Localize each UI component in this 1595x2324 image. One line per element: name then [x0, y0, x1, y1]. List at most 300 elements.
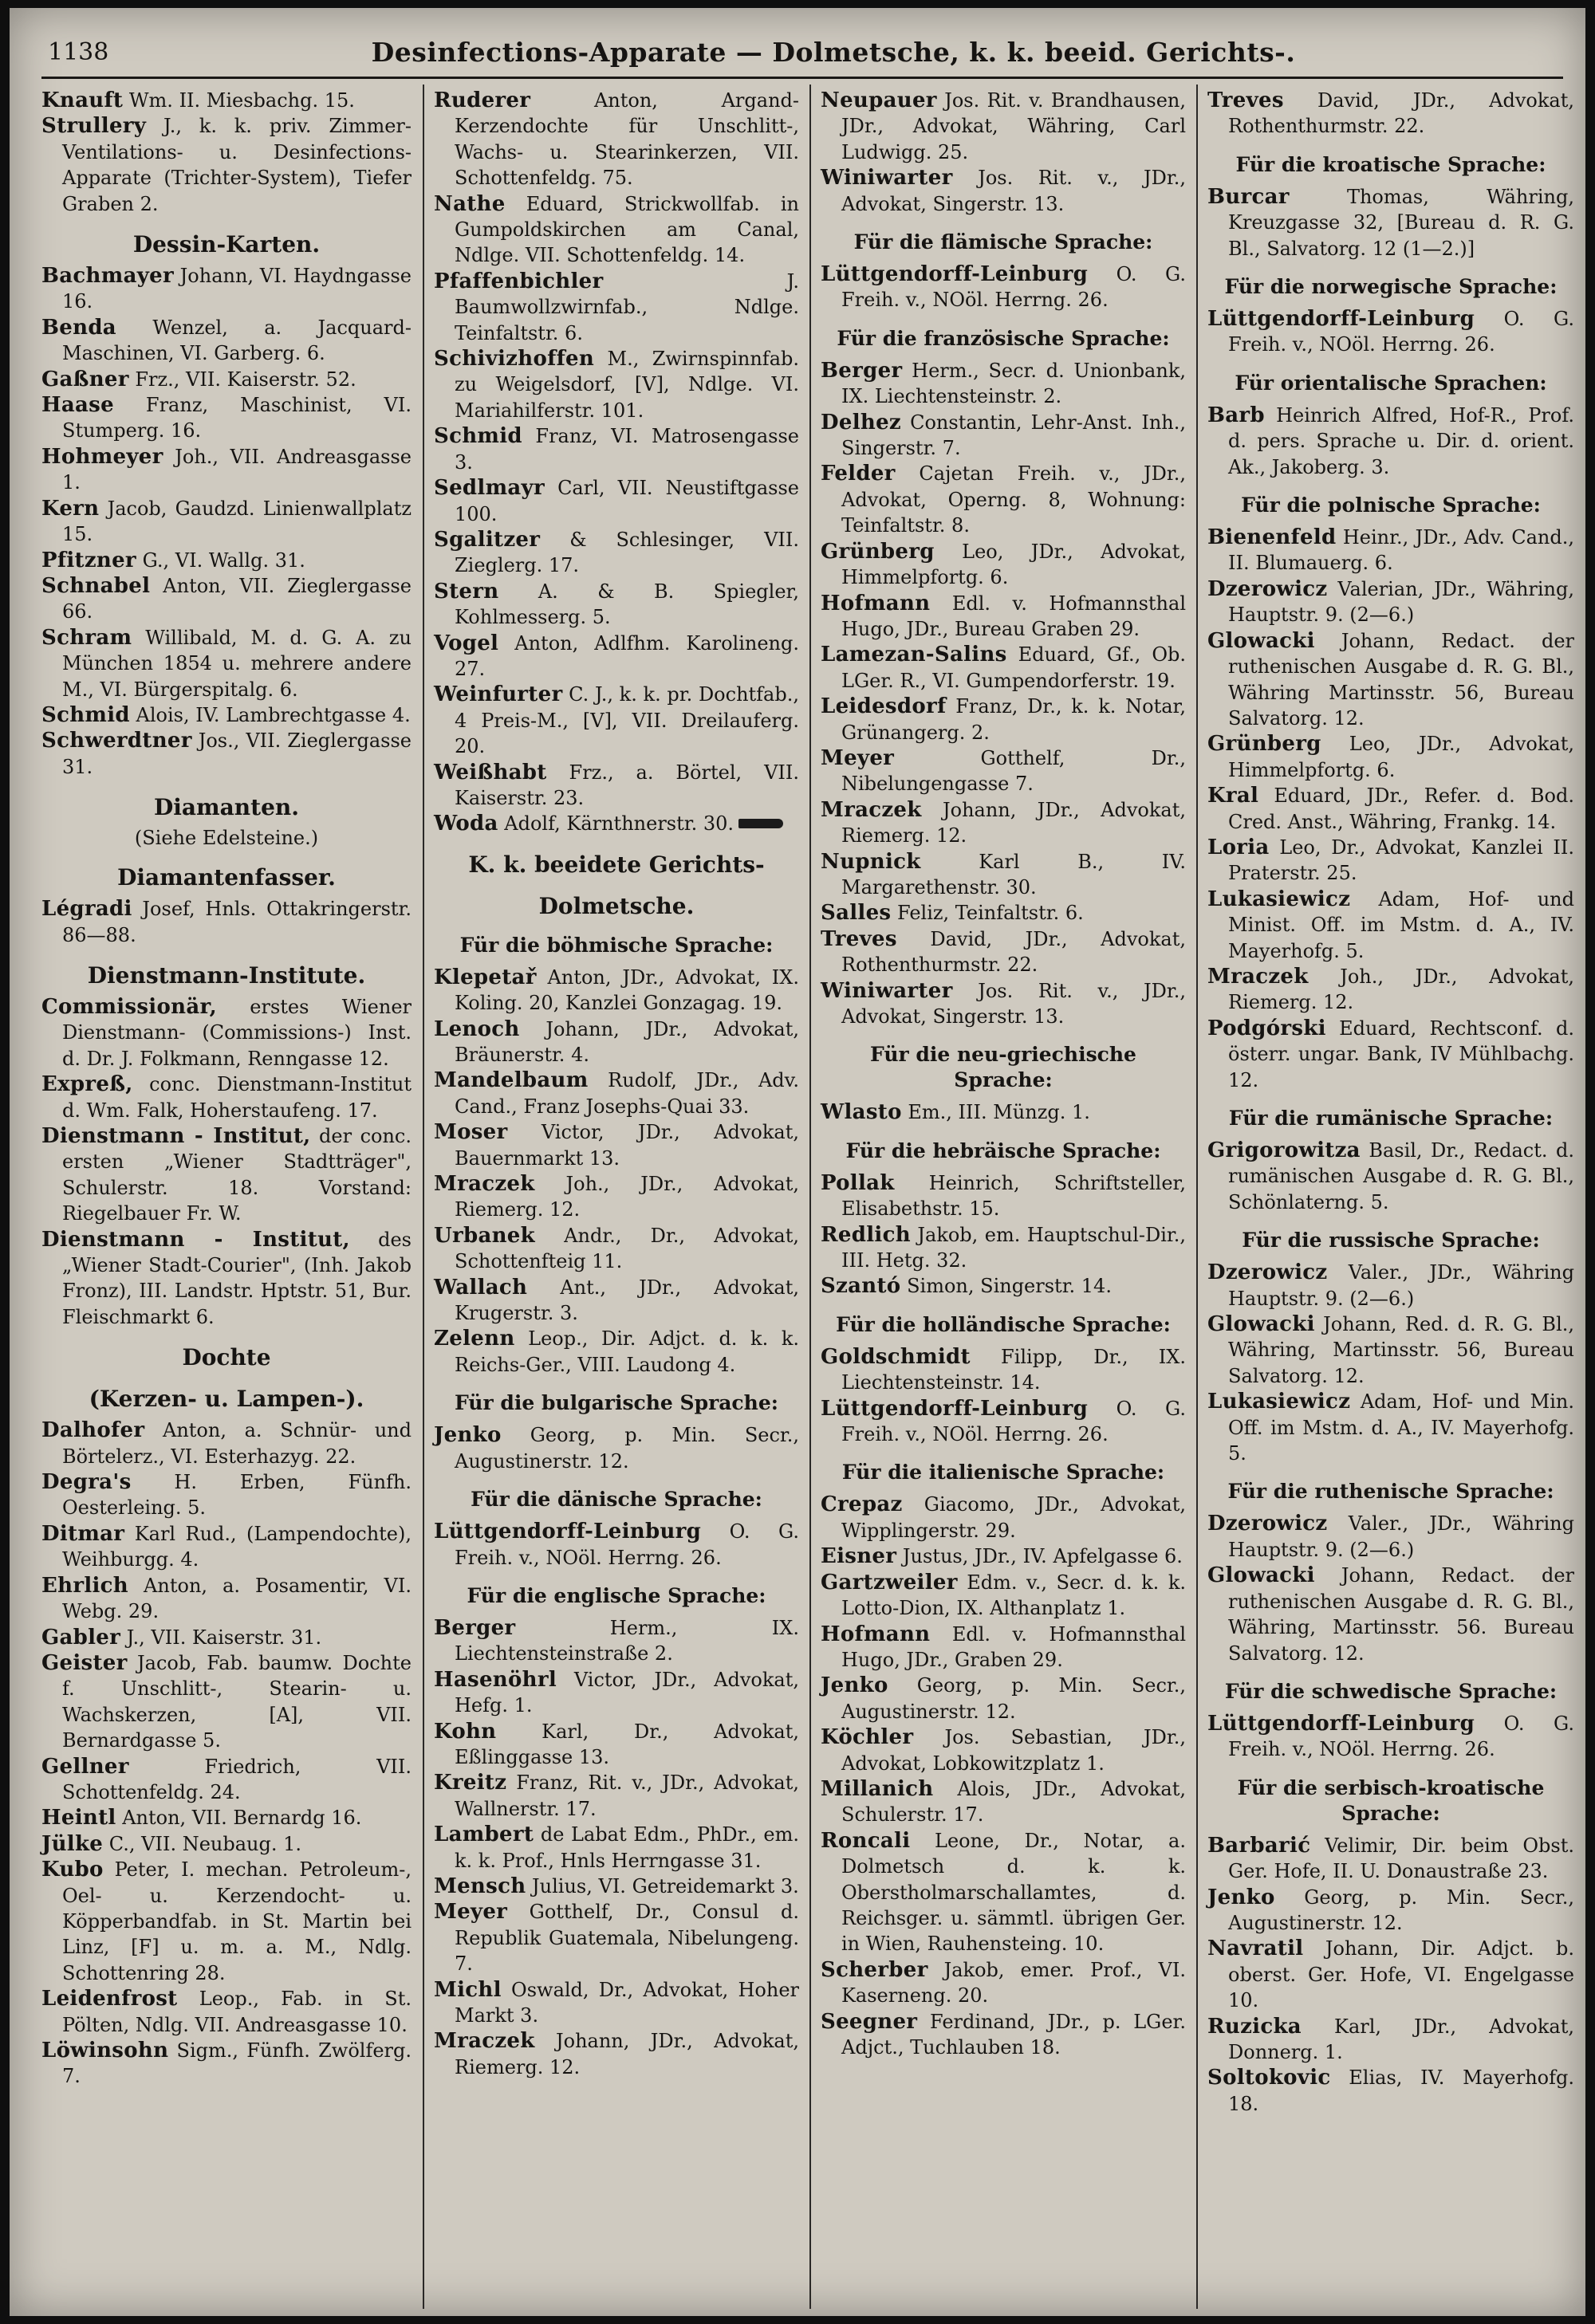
directory-entry	[821, 358, 1186, 410]
entry-name: Weinfurter	[434, 682, 563, 707]
entry-name: Pfitzner	[41, 548, 136, 572]
entry-details: O. G. Freih. v., NOöl. Herrng. 26.	[455, 1520, 799, 1569]
entry-details: Anton, a. Posamentir, VI. Webg. 29.	[62, 1574, 412, 1623]
entry-name: Treves	[1207, 88, 1284, 112]
entry-name: Lenoch	[434, 1017, 520, 1041]
entry-details: Em., III. Münzg. 1.	[901, 1101, 1090, 1124]
directory-entry	[434, 1068, 799, 1119]
entry-details: Josef, Hnls. Ottakringerstr. 86—88.	[62, 898, 412, 946]
entry-name: Dalhofer	[41, 1418, 145, 1443]
directory-entry	[41, 1831, 412, 1857]
entry-name: Navratil	[1207, 1937, 1304, 1961]
language-heading: Für die russische Sprache:	[1242, 1229, 1540, 1252]
entry-details: Johann, JDr., Advokat, Riemerg. 12.	[455, 2030, 799, 2078]
entry-name: Benda	[41, 315, 116, 340]
entry-name: Dienstmann - Institut,	[41, 1124, 311, 1148]
entry-name: Glowacki	[1207, 1563, 1315, 1588]
language-heading: Für die serbisch-kroatische Sprache:	[1237, 1775, 1545, 1825]
directory-entry	[1207, 1260, 1574, 1311]
entry-details: Jacob, Gaudzd. Linienwallplatz 15.	[62, 497, 412, 546]
entry-name: Hasenöhrl	[434, 1667, 557, 1692]
entry-name: Berger	[434, 1615, 516, 1640]
entry-name: Grünberg	[821, 539, 935, 564]
directory-entry	[434, 1667, 799, 1719]
entry-name: Vogel	[434, 631, 499, 655]
directory-entry	[821, 745, 1186, 797]
entry-details: Johann, JDr., Advokat, Riemerg. 12.	[841, 798, 1186, 847]
language-heading: Für orientalische Sprachen:	[1235, 371, 1547, 395]
language-heading: Für die polnische Sprache:	[1241, 494, 1541, 517]
entry-name: Treves	[821, 926, 897, 951]
entry-details: Basil, Dr., Redact. d. rumänischen Ausgabe d. R. G. Bl., Schönlaterng. 5.	[1228, 1139, 1574, 1213]
entry-name: Mraczek	[821, 797, 922, 822]
entry-details: Feliz, Teinfaltstr. 6.	[891, 902, 1084, 925]
directory-entry	[1207, 88, 1574, 140]
page-header	[10, 8, 1585, 70]
directory-entry	[821, 1099, 1186, 1125]
entry-name: Moser	[434, 1120, 508, 1145]
entry-name: Dzerowicz	[1207, 1260, 1328, 1285]
entry-name: Redlich	[821, 1222, 911, 1247]
entry-details: Franz, VI. Matrosengasse 3.	[455, 425, 799, 474]
column-3	[811, 85, 1194, 2309]
header-rule	[41, 77, 1563, 79]
directory-entry	[434, 1822, 799, 1874]
language-heading: Für die ruthenische Sprache:	[1227, 1480, 1554, 1504]
directory-entry	[821, 1492, 1186, 1543]
entry-name: Barbarić	[1207, 1833, 1311, 1858]
entry-details: Joh., VII. Andreasgasse 1.	[62, 445, 412, 494]
directory-entry	[434, 191, 799, 269]
directory-entry	[434, 965, 799, 1017]
entry-details: Johann, JDr., Advokat, Bräunerstr. 4.	[455, 1017, 799, 1066]
entry-details: de Labat Edm., PhDr., em. k. k. Prof., Hnls Herrngasse 31.	[455, 1823, 799, 1872]
directory-entry	[434, 760, 799, 812]
entry-name: Urbanek	[434, 1223, 535, 1248]
entry-name: Weißhabt	[434, 760, 547, 784]
directory-entry	[821, 2009, 1186, 2061]
entry-details: Jakob, emer. Prof., VI. Kaserneng. 20.	[841, 1958, 1186, 2007]
entry-details: Ferdinand, JDr., p. LGer. Adjct., Tuchlauben 18.	[841, 2010, 1186, 2059]
directory-entry	[1207, 184, 1574, 261]
entry-name: Nupnick	[821, 849, 921, 874]
entry-details: Jacob, Fab. baumw. Dochte f. Unschlitt-, Stearin- u. Wachskerzen, [A], VII. Bernardgasse 5.	[62, 1651, 412, 1752]
entry-details: Valer., JDr., Währing Hauptstr. 9. (2—6.)	[1228, 1512, 1574, 1561]
entry-details: Jos., VII. Zieglergasse 31.	[62, 729, 412, 778]
entry-details: Leo, JDr., Advokat, Himmelpfortg. 6.	[1228, 733, 1574, 781]
entry-details: Justus, JDr., IV. Apfelgasse 6.	[896, 1545, 1183, 1568]
directory-entry	[434, 88, 799, 191]
directory-entry	[1207, 628, 1574, 732]
entry-details: Johann, Red. d. R. G. Bl., Währing, Martinsstr. 56, Bureau Salvatorg. 12.	[1228, 1313, 1574, 1387]
directory-entry	[434, 1977, 799, 2029]
language-heading: Für die holländische Sprache:	[836, 1312, 1171, 1336]
directory-entry	[1207, 1016, 1574, 1093]
entry-details: Eduard, Rechtsconf. d. österr. ungar. Bank, IV Mühlbachg. 12.	[1228, 1017, 1574, 1091]
directory-entry	[434, 1422, 799, 1474]
column-4	[1198, 85, 1582, 2309]
language-heading: Für die französische Sprache:	[837, 326, 1170, 350]
directory-entry	[41, 1521, 412, 1573]
directory-entry	[434, 475, 799, 527]
entry-details: Julius, VI. Getreidemarkt 3.	[526, 1874, 799, 1897]
directory-entry	[41, 896, 412, 948]
directory-entry	[41, 1227, 412, 1331]
entry-name: Kubo	[41, 1858, 104, 1882]
directory-entry	[821, 539, 1186, 591]
directory-entry	[41, 392, 412, 444]
entry-name: Lüttgendorff-Leinburg	[821, 262, 1089, 287]
directory-entry	[821, 1273, 1186, 1299]
entry-details: Sigm., Fünfh. Zwölferg. 7.	[62, 2039, 412, 2088]
entry-name: Millanich	[821, 1776, 934, 1801]
entry-details: Anton, VII. Bernardg 16.	[116, 1807, 362, 1830]
entry-name: Lukasiewicz	[1207, 1390, 1351, 1414]
directory-entry	[41, 573, 412, 625]
entry-details: Thomas, Währing, Kreuzgasse 32, [Bureau d. R. G. Bl., Salvatorg. 12 (1—2.)]	[1228, 185, 1574, 260]
entry-details: Frz., VII. Kaiserstr. 52.	[128, 368, 356, 391]
entry-name: Knauft	[41, 88, 124, 112]
entry-name: Schnabel	[41, 573, 151, 598]
entry-name: Gartzweiler	[821, 1570, 958, 1595]
entry-details: Andr., Dr., Advokat, Schottenfteig 11.	[455, 1224, 799, 1273]
entry-details: Georg, p. Min. Secr., Augustinerstr. 12.	[841, 1674, 1186, 1723]
entry-details: Peter, I. mechan. Petroleum-, Oel- u. Kerzendocht- u. Köpperbandfab. in St. Martin bei Linz, [F] u. m. a. M., Ndlg. Schottenring 28.	[62, 1858, 412, 1984]
entry-name: Soltokovic	[1207, 2066, 1331, 2090]
directory-entry	[41, 994, 412, 1072]
directory-entry	[41, 88, 412, 113]
directory-entry	[821, 1170, 1186, 1222]
language-heading: Für die böhmische Sprache:	[459, 933, 774, 957]
entry-details: Carl, VII. Neustiftgasse 100.	[455, 477, 799, 525]
entry-details: des „Wiener Stadt-Courier", (Inh. Jakob Fronz), III. Landstr. Hptstr. 51, Bur. Fleischmarkt 6.	[62, 1228, 412, 1328]
language-heading: Für die englische Sprache:	[467, 1583, 766, 1607]
entry-details: Jos. Rit. v. Brandhausen, JDr., Advokat, Währing, Carl Ludwigg. 25.	[841, 89, 1186, 163]
entry-details: Adam, Hof- und Minist. Off. im Mstm. d. A., IV. Mayerhofg. 5.	[1228, 887, 1574, 962]
entry-name: Degra's	[41, 1470, 132, 1495]
entry-name: Lambert	[434, 1823, 534, 1847]
directory-entry	[41, 548, 412, 573]
language-heading: Für die hebräische Sprache:	[845, 1138, 1161, 1162]
language-heading: Für die norwegische Sprache:	[1224, 275, 1558, 299]
entry-name: Heintl	[41, 1806, 116, 1830]
entry-details: O. G. Freih. v., NOöl. Herrng. 26.	[841, 1397, 1186, 1446]
entry-name: Dzerowicz	[1207, 576, 1328, 601]
entry-details: Filipp, Dr., IX. Liechtensteinstr. 14.	[841, 1345, 1186, 1394]
entry-name: Seegner	[821, 2009, 918, 2034]
directory-entry	[821, 1673, 1186, 1724]
directory-entry	[434, 1275, 799, 1327]
entry-details: J., VII. Kaiserstr. 31.	[120, 1626, 322, 1649]
entry-details: Anton, a. Schnür- und Börtelerz., VI. Esterhazyg. 22.	[62, 1419, 412, 1468]
entry-name: Dienstmann - Institut,	[41, 1227, 350, 1252]
entry-details: O. G. Freih. v., NOöl. Herrng. 26.	[1228, 1712, 1574, 1761]
entry-name: Ruzicka	[1207, 2014, 1302, 2039]
entry-name: Meyer	[821, 745, 895, 770]
entry-name: Schmid	[41, 702, 130, 727]
entry-details: Oswald, Dr., Advokat, Hoher Markt 3.	[455, 1978, 799, 2027]
entry-details: Willibald, M. d. G. A. zu München 1854 u. mehrere andere M., VI. Bürgerspitalg. 6.	[62, 626, 412, 701]
directory-entry	[821, 1222, 1186, 1274]
entry-details: Jos. Rit. v., JDr., Advokat, Singerstr. 13.	[841, 167, 1186, 215]
entry-details: Franz, Maschinist, VI. Stumperg. 16.	[62, 394, 412, 442]
directory-entry	[821, 926, 1186, 978]
entry-name: Bachmayer	[41, 264, 174, 289]
directory-entry	[821, 1570, 1186, 1622]
entry-name: Jenko	[434, 1423, 502, 1448]
directory-entry	[821, 165, 1186, 217]
directory-entry	[1207, 1311, 1574, 1389]
entry-name: Delhez	[821, 410, 901, 435]
entry-name: Pfaffenbichler	[434, 269, 604, 293]
entry-name: Schivizhoffen	[434, 347, 595, 372]
directory-entry	[821, 900, 1186, 926]
directory-entry	[1207, 731, 1574, 783]
directory-entry	[41, 1986, 412, 2038]
entry-details: Franz, Dr., k. k. Notar, Grünangerg. 2.	[841, 695, 1186, 744]
directory-entry	[434, 269, 799, 346]
directory-entry	[821, 1543, 1186, 1569]
entry-details: Jos. Sebastian, JDr., Advokat, Lobkowitzplatz 1.	[841, 1726, 1186, 1775]
language-heading: Für die schwedische Sprache:	[1224, 1679, 1558, 1703]
entry-details: Leo, JDr., Advokat, Himmelpfortg. 6.	[841, 540, 1186, 589]
directory-entry	[434, 1171, 799, 1223]
entry-details: Valer., JDr., Währing Hauptstr. 9. (2—6.)	[1228, 1261, 1574, 1310]
directory-entry	[1207, 1833, 1574, 1885]
entry-details: Jos. Rit. v., JDr., Advokat, Singerstr. 13.	[841, 979, 1186, 1028]
entry-details: conc. Dienstmann-Institut d. Wm. Falk, Hoherstaufeng. 17.	[62, 1073, 412, 1122]
entry-name: Salles	[821, 901, 892, 926]
entry-name: Gaßner	[41, 367, 129, 391]
language-heading: Für die neu-griechische Sprache:	[870, 1043, 1136, 1092]
language-heading: Für die kroatische Sprache:	[1235, 152, 1546, 176]
entry-name: Mensch	[434, 1874, 526, 1898]
entry-name: Barb	[1207, 403, 1265, 427]
directory-entry	[434, 423, 799, 475]
entry-name: Dzerowicz	[1207, 1512, 1328, 1536]
entry-name: Loria	[1207, 835, 1270, 859]
directory-entry	[1207, 1711, 1574, 1763]
entry-details: Victor, JDr., Advokat, Bauernmarkt 13.	[455, 1121, 799, 1170]
entry-name: Ruderer	[434, 88, 531, 112]
entry-details: Valerian, JDr., Währing, Hauptstr. 9. (2—6.)	[1228, 577, 1574, 627]
entry-details: O. G. Freih. v., NOöl. Herrng. 26.	[1228, 308, 1574, 356]
entry-name: Klepetař	[434, 965, 537, 989]
directory-entry	[821, 591, 1186, 643]
directory-entry	[41, 1754, 412, 1806]
entry-details: Frz., a. Börtel, VII. Kaiserstr. 23.	[455, 761, 799, 809]
entry-name: Sedlmayr	[434, 476, 545, 501]
entry-name: Kern	[41, 496, 100, 521]
page-number: 1138	[48, 38, 109, 66]
cross-reference: (Siehe Edelsteine.)	[134, 827, 319, 850]
entry-details: O. G. Freih. v., NOöl. Herrng. 26.	[841, 263, 1186, 312]
directory-entry	[1207, 835, 1574, 887]
entry-name: Roncali	[821, 1828, 911, 1853]
pointing-hand-icon	[738, 819, 783, 828]
entry-name: Lüttgendorff-Leinburg	[821, 1396, 1089, 1421]
entry-details: Jakob, em. Hauptschul-Dir., III. Hetg. 32.	[841, 1223, 1186, 1272]
entry-details: Johann, Redact. der ruthenischen Ausgabe d. R. G. Bl., Währing Martinsstr. 56, Bureau Salvatorg. 12.	[1228, 629, 1574, 729]
directory-entry	[1207, 783, 1574, 835]
directory-page	[10, 8, 1585, 2316]
entry-details: Johann, Dir. Adjct. b. oberst. Ger. Hofe, VI. Engelgasse 10.	[1228, 1937, 1574, 2012]
entry-details: David, JDr., Advokat, Rothenthurmstr. 22.	[1228, 89, 1574, 138]
entry-details: Rudolf, JDr., Adv. Cand., Franz Josephs-Quai 33.	[455, 1069, 799, 1118]
entry-name: Schmid	[434, 424, 522, 449]
entry-details: Edl. v. Hofmannsthal Hugo, JDr., Graben 29.	[841, 1622, 1186, 1671]
directory-entry	[434, 1899, 799, 1976]
entry-details: J. Baumwollzwirnfab., Ndlge. Teinfaltstr. 6.	[455, 269, 799, 344]
entry-details: Johann, VI. Haydngasse 16.	[62, 265, 412, 313]
entry-name: Bienenfeld	[1207, 525, 1337, 550]
entry-details: Friedrich, VII. Schottenfeldg. 24.	[62, 1755, 412, 1803]
entry-details: Leop., Fab. in St. Pölten, Ndlg. VII. Andreasgasse 10.	[62, 1988, 412, 2036]
entry-details: Johann, Redact. der ruthenischen Ausgabe d. R. G. Bl., Währing, Martinsstr. 56. Bureau Salvatorg. 12.	[1228, 1564, 1574, 1665]
entry-details: C., VII. Neubaug. 1.	[103, 1832, 302, 1855]
entry-name: Lüttgendorff-Leinburg	[1207, 1711, 1475, 1736]
directory-entry	[434, 811, 799, 836]
directory-entry	[434, 1119, 799, 1171]
directory-entry	[434, 1223, 799, 1275]
entry-details: Edl. v. Hofmannsthal Hugo, JDr., Bureau Graben 29.	[841, 592, 1186, 640]
directory-entry	[821, 461, 1186, 538]
directory-entry	[41, 2038, 412, 2090]
directory-entry	[1207, 1138, 1574, 1215]
directory-entry	[434, 1326, 799, 1378]
entry-name: Mraczek	[434, 2029, 535, 2054]
directory-entry	[434, 346, 799, 423]
entry-details: Heinr., JDr., Adv. Cand., II. Blumauerg. 6.	[1228, 526, 1574, 575]
entry-details: Wm. II. Miesbachg. 15.	[123, 89, 355, 112]
directory-entry	[821, 978, 1186, 1030]
entry-name: Nathe	[434, 191, 506, 216]
entry-name: Winiwarter	[821, 166, 953, 191]
entry-name: Crepaz	[821, 1492, 903, 1517]
directory-entry	[821, 1957, 1186, 2009]
entry-details: Gotthelf, Dr., Nibelungengasse 7.	[841, 746, 1186, 796]
directory-entry	[41, 444, 412, 496]
entry-name: Grünberg	[1207, 732, 1321, 757]
section-heading: Dessin-Karten.	[132, 231, 321, 258]
entry-name: Expreß,	[41, 1072, 133, 1097]
directory-entry	[1207, 1511, 1574, 1563]
entry-name: Sgalitzer	[434, 527, 541, 552]
entry-name: Michl	[434, 1977, 502, 2002]
entry-name: Jenko	[1207, 1885, 1275, 1909]
directory-entry	[434, 2028, 799, 2080]
entry-name: Glowacki	[1207, 628, 1315, 653]
directory-entry	[434, 1770, 799, 1822]
directory-entry	[821, 849, 1186, 901]
entry-details: Herm., IX. Liechtensteinstraße 2.	[455, 1616, 799, 1665]
directory-entry	[1207, 403, 1574, 480]
column-1	[32, 85, 419, 2309]
entry-details: Karl Rud., (Lampendochte), Weihburgg. 4.	[62, 1522, 412, 1571]
entry-name: Kreitz	[434, 1771, 507, 1795]
running-title: Desinfections-Apparate — Dolmetsche, k. k. beeid. Gerichts-.	[371, 37, 1296, 68]
entry-name: Burcar	[1207, 184, 1290, 209]
directory-entry	[1207, 1885, 1574, 1937]
entry-name: Hofmann	[821, 1622, 931, 1646]
entry-name: Felder	[821, 462, 896, 486]
entry-name: Haase	[41, 393, 114, 418]
entry-name: Leidenfrost	[41, 1987, 178, 2011]
entry-name: Wlasto	[821, 1100, 902, 1125]
entry-name: Lamezan-Salins	[821, 643, 1007, 667]
entry-details: C. J., k. k. pr. Dochtfab., 4 Preis-M., [V], VII. Dreilauferg. 20.	[455, 683, 799, 758]
directory-entry	[434, 1719, 799, 1771]
entry-details: Simon, Singerstr. 14.	[900, 1275, 1112, 1298]
entry-name: Leidesdorf	[821, 694, 947, 719]
entry-details: der conc. ersten „Wiener Stadtträger", Schulerstr. 18. Vorstand: Riegelbauer Fr. W.	[62, 1125, 412, 1225]
entry-details: Constantin, Lehr-Anst. Inh., Singerstr. 7.	[841, 411, 1186, 460]
entry-name: Szantó	[821, 1274, 901, 1299]
directory-entry	[41, 1573, 412, 1625]
entry-details: J., k. k. priv. Zimmer-Ventilations- u. Desinfections-Apparate (Trichter-System), Tiefer Graben 2.	[62, 115, 412, 215]
language-heading: Für die flämische Sprache:	[853, 230, 1153, 254]
directory-entry	[1207, 2065, 1574, 2117]
section-heading: Dienstmann-Institute.	[87, 961, 366, 989]
entry-details: Gotthelf, Dr., Consul d. Republik Guatemala, Nibelungeng. 7.	[455, 1901, 799, 1976]
entry-details: Edm. v., Secr. d. k. k. Lotto-Dion, IX. Althanplatz 1.	[841, 1571, 1186, 1620]
directory-entry	[1207, 525, 1574, 576]
entry-name: Geister	[41, 1650, 128, 1675]
language-heading: Für die bulgarische Sprache:	[455, 1391, 778, 1415]
entry-details: Eduard, Strickwollfab. in Gumpoldskirchen am Canal, Ndlge. VII. Schottenfeldg. 14.	[455, 192, 799, 267]
entry-details: Wenzel, a. Jacquard-Maschinen, VI. Garberg. 6.	[62, 316, 412, 365]
entry-details: Joh., JDr., Advokat, Riemerg. 12.	[455, 1173, 799, 1221]
directory-entry	[434, 527, 799, 579]
entry-name: Scherber	[821, 1957, 928, 1982]
language-heading: Für die rumänische Sprache:	[1228, 1107, 1554, 1130]
directory-entry	[41, 1418, 412, 1469]
directory-entry	[41, 728, 412, 780]
entry-details: erstes Wiener Dienstmann- (Commissions-) Inst. d. Dr. J. Folkmann, Renngasse 12.	[62, 995, 412, 1070]
directory-entry	[821, 694, 1186, 745]
entry-name: Berger	[821, 358, 903, 383]
language-heading: Für die italienische Sprache:	[841, 1461, 1165, 1484]
directory-entry	[821, 642, 1186, 694]
entry-details: Heinrich Alfred, Hof-R., Prof. d. pers. Sprache u. Dir. d. orient. Ak., Jakoberg. 3.	[1228, 403, 1574, 478]
directory-entry	[821, 410, 1186, 462]
entry-name: Mraczek	[434, 1172, 535, 1197]
entry-details: Heinrich, Schriftsteller, Elisabethstr. 15.	[841, 1171, 1186, 1221]
section-heading: Dochte	[182, 1344, 271, 1371]
entry-name: Gabler	[41, 1625, 121, 1650]
entry-name: Hofmann	[821, 591, 931, 615]
directory-entry	[434, 631, 799, 682]
entry-name: Goldschmidt	[821, 1344, 971, 1369]
entry-name: Légradi	[41, 897, 132, 922]
section-heading: Dolmetsche.	[538, 892, 695, 919]
entry-details: Elias, IV. Mayerhofg. 18.	[1228, 2066, 1574, 2115]
directory-entry	[41, 1072, 412, 1123]
entry-name: Kral	[1207, 784, 1259, 808]
entry-details: Giacomo, JDr., Advokat, Wipplingerstr. 29.	[841, 1493, 1186, 1542]
directory-entry	[1207, 964, 1574, 1016]
directory-entry	[434, 1615, 799, 1667]
entry-details: Georg, p. Min. Secr., Augustinerstr. 12.	[1228, 1886, 1574, 1934]
directory-entry	[41, 1857, 412, 1986]
entry-details: Adam, Hof- und Min. Off. im Mstm. d. A., IV. Mayerhofg. 5.	[1228, 1390, 1574, 1465]
entry-name: Meyer	[434, 1900, 508, 1925]
entry-details: David, JDr., Advokat, Rothenthurmstr. 22.	[841, 927, 1186, 977]
directory-entry	[1207, 1389, 1574, 1466]
entry-details: Franz, Rit. v., JDr., Advokat, Wallnerstr. 17.	[455, 1772, 799, 1820]
directory-entry	[434, 1519, 799, 1571]
directory-entry	[41, 496, 412, 548]
